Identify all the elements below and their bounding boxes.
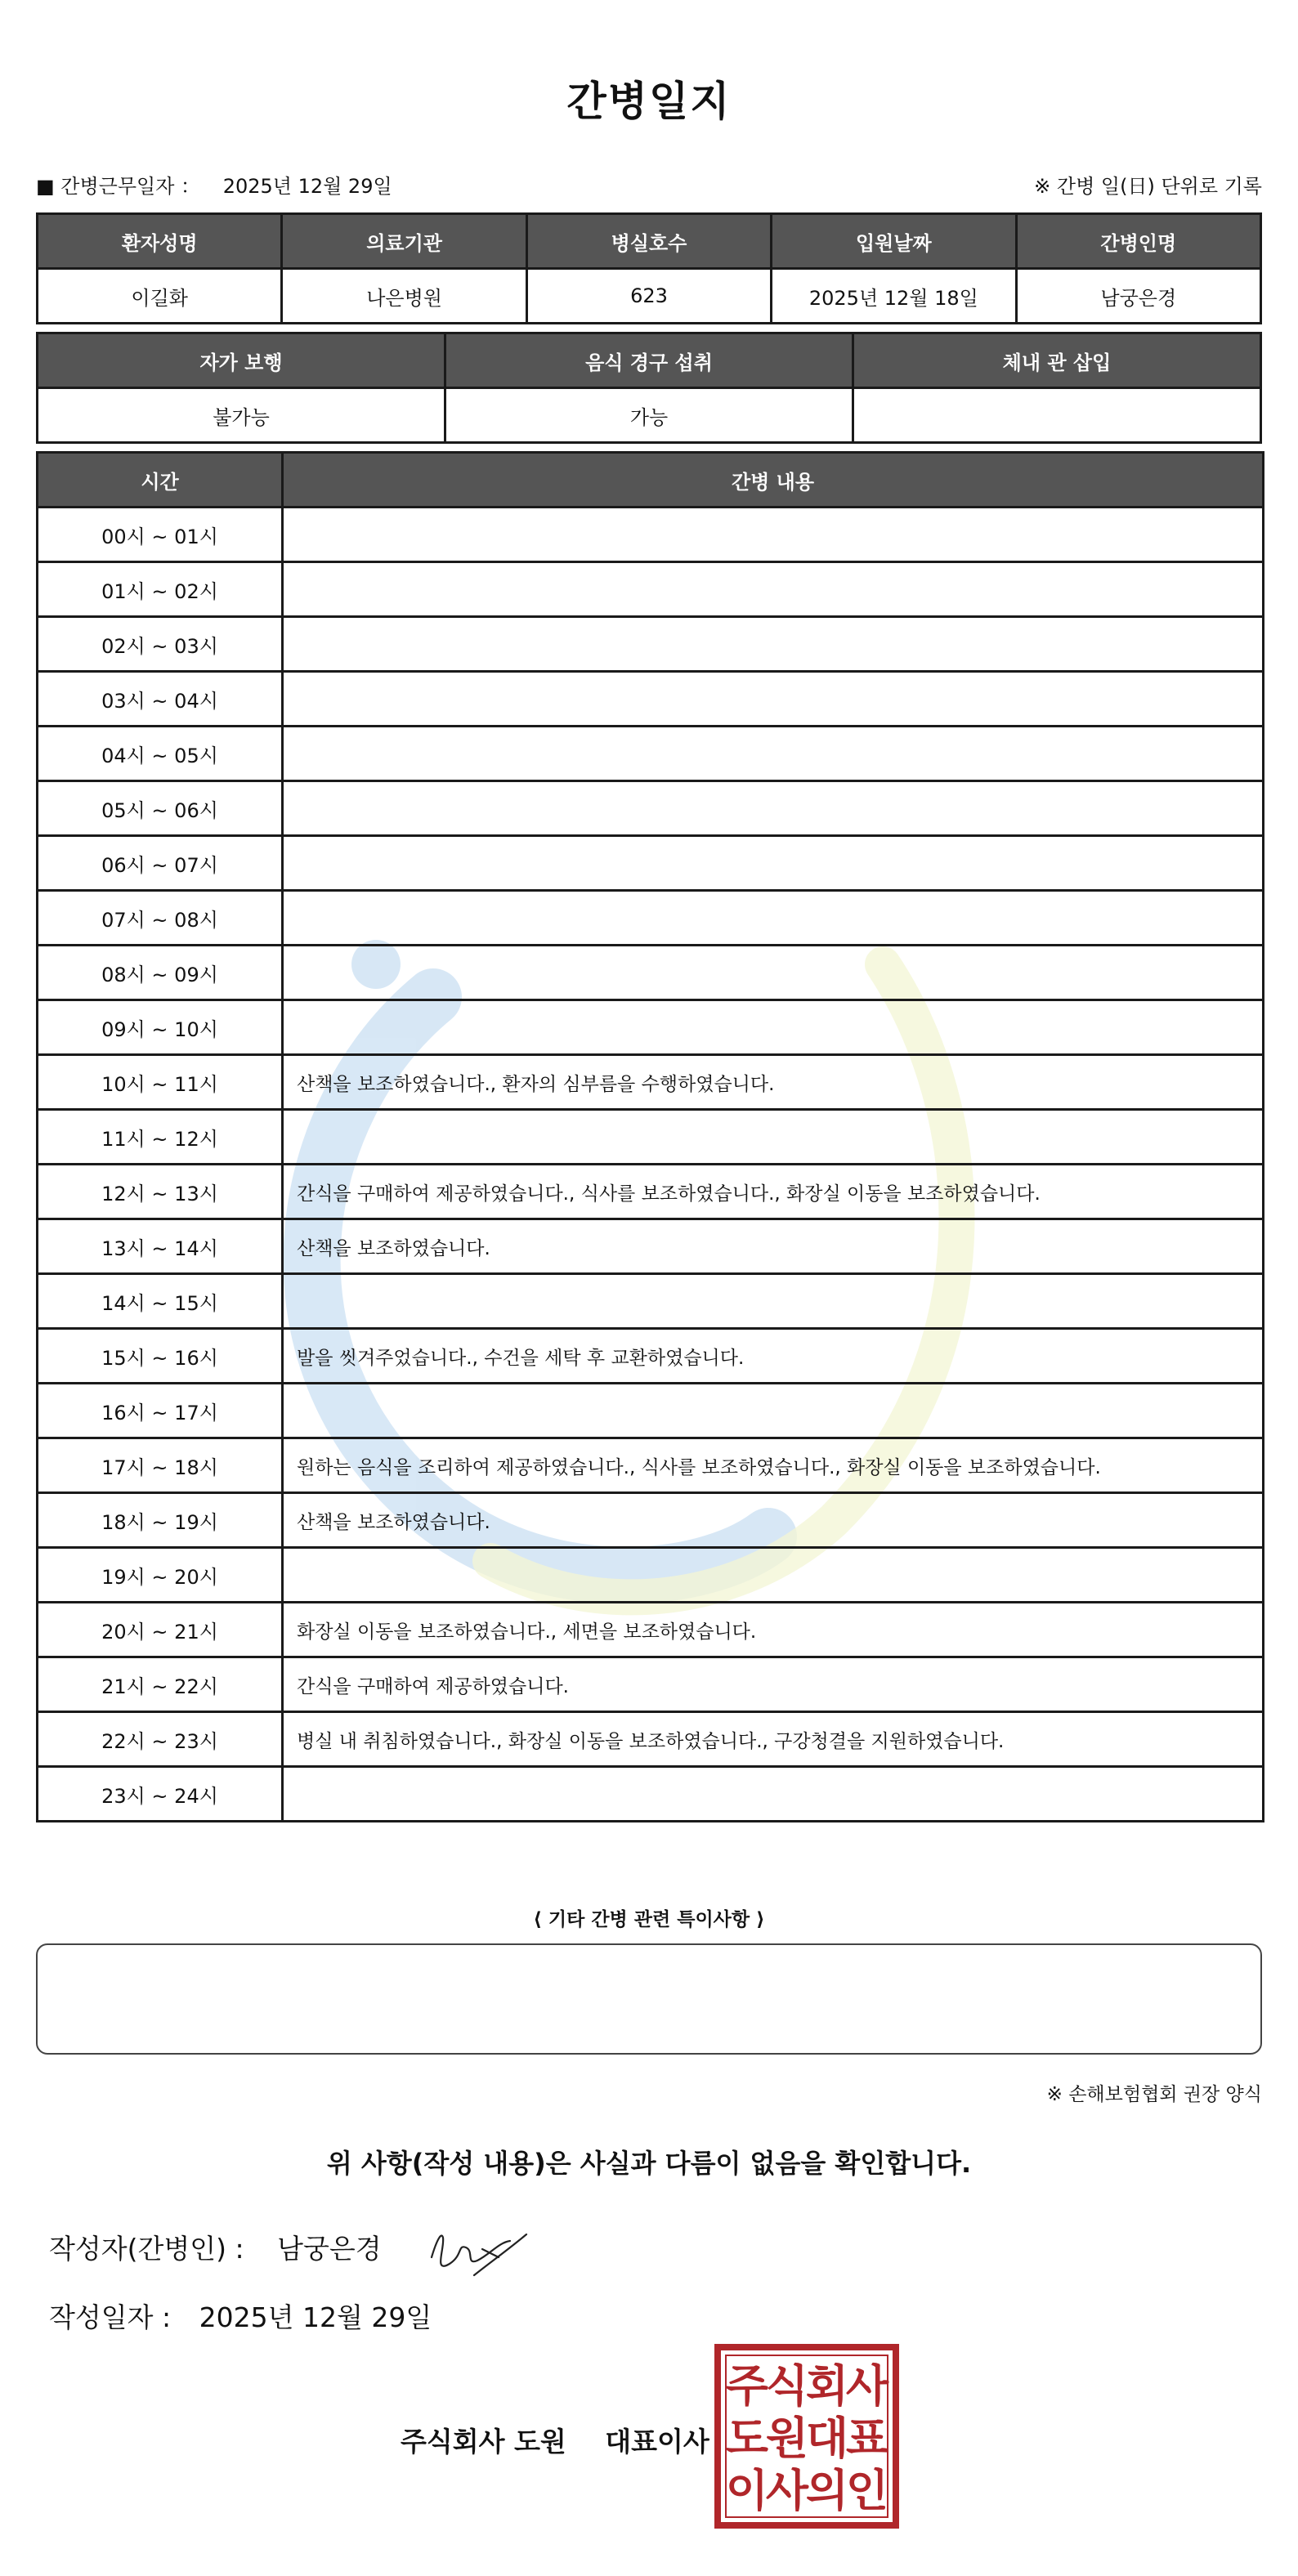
- patient-ability-table: [36, 332, 1262, 444]
- signature-icon: [425, 2216, 531, 2282]
- header-time: 시간: [38, 453, 283, 508]
- time-slot: 18시 ~ 19시: [38, 1493, 283, 1548]
- header-care-content: 간병 내용: [283, 453, 1264, 508]
- schedule-row: [38, 1712, 1264, 1767]
- schedule-row: [38, 1657, 1264, 1712]
- care-content: 발을 씻겨주었습니다., 수건을 세탁 후 교환하였습니다.: [283, 1329, 1264, 1384]
- seal-char: 이: [725, 2465, 769, 2516]
- time-slot: 03시 ~ 04시: [38, 672, 283, 727]
- header-patient-name: 환자성명: [38, 214, 282, 269]
- oral-intake-value: 가능: [445, 388, 853, 443]
- schedule-row: [38, 1548, 1264, 1603]
- work-date-label: ■ 간병근무일자 ：: [36, 175, 201, 198]
- care-content: 병실 내 취침하였습니다., 화장실 이동을 보조하였습니다., 구강청결을 지원하였습니다.: [283, 1712, 1264, 1767]
- care-content: [283, 1384, 1264, 1438]
- seal-char: 도: [725, 2413, 769, 2464]
- care-content: [283, 562, 1264, 617]
- care-content: 산책을 보조하였습니다.: [283, 1219, 1264, 1274]
- schedule-row: [38, 891, 1264, 946]
- notes-title: ⟨ 기타 간병 관련 특이사항 ⟩: [533, 1909, 765, 1930]
- seal-char: 대: [805, 2413, 849, 2464]
- room-number-value: 623: [526, 269, 771, 324]
- time-slot: 21시 ~ 22시: [38, 1657, 283, 1712]
- time-slot: 17시 ~ 18시: [38, 1438, 283, 1493]
- header-oral-intake: 음식 경구 섭취: [445, 333, 853, 388]
- time-slot: 10시 ~ 11시: [38, 1055, 283, 1110]
- schedule-row: [38, 727, 1264, 781]
- schedule-row: [38, 781, 1264, 836]
- schedule-row: [38, 508, 1264, 562]
- time-slot: 07시 ~ 08시: [38, 891, 283, 946]
- writer-name: 남궁은경: [277, 2233, 382, 2265]
- time-slot: 12시 ~ 13시: [38, 1165, 283, 1219]
- seal-char: 사: [765, 2465, 809, 2516]
- schedule-row: [38, 1767, 1264, 1822]
- notes-box: [36, 1943, 1262, 2055]
- schedule-row: [38, 1493, 1264, 1548]
- schedule-row: [38, 946, 1264, 1000]
- time-slot: 06시 ~ 07시: [38, 836, 283, 891]
- schedule-row: [38, 1219, 1264, 1274]
- seal-char: 인: [845, 2465, 889, 2516]
- time-slot: 11시 ~ 12시: [38, 1110, 283, 1165]
- schedule-row: [38, 1165, 1264, 1219]
- time-slot: 01시 ~ 02시: [38, 562, 283, 617]
- header-caregiver-name: 간병인명: [1016, 214, 1260, 269]
- schedule-row: [38, 1110, 1264, 1165]
- care-content: [283, 1274, 1264, 1329]
- care-content: [283, 508, 1264, 562]
- care-content: [283, 672, 1264, 727]
- page-title: 간병일지: [566, 78, 732, 125]
- company-role: 대표이사: [605, 2426, 709, 2457]
- patient-info-value-row: [38, 269, 1261, 324]
- time-slot: 14시 ~ 15시: [38, 1274, 283, 1329]
- seal-char: 원: [765, 2413, 809, 2464]
- self-walking-value: 불가능: [38, 388, 445, 443]
- written-date-line: [49, 2296, 432, 2335]
- schedule-row: [38, 836, 1264, 891]
- time-slot: 23시 ~ 24시: [38, 1767, 283, 1822]
- caregiver-name-value: 남궁은경: [1016, 269, 1260, 324]
- patient-info-header-row: [38, 214, 1261, 269]
- time-slot: 16시 ~ 17시: [38, 1384, 283, 1438]
- schedule-row: [38, 1055, 1264, 1110]
- seal-char: 회: [805, 2360, 849, 2412]
- schedule-row: [38, 1438, 1264, 1493]
- work-date-line: [36, 170, 392, 199]
- header-tube-insertion: 체내 관 삽입: [853, 333, 1261, 388]
- header-hospital: 의료기관: [282, 214, 526, 269]
- time-slot: 00시 ~ 01시: [38, 508, 283, 562]
- time-slot: 04시 ~ 05시: [38, 727, 283, 781]
- care-content: [283, 891, 1264, 946]
- company-name: 주식회사 도원: [401, 2426, 566, 2457]
- confirmation-statement: 위 사항(작성 내용)은 사실과 다름이 없음을 확인합니다.: [326, 2148, 972, 2179]
- time-slot: 02시 ~ 03시: [38, 617, 283, 672]
- care-content: [283, 1548, 1264, 1603]
- care-content: [283, 1110, 1264, 1165]
- schedule-row: [38, 672, 1264, 727]
- care-content: [283, 946, 1264, 1000]
- seal-char: 의: [805, 2465, 849, 2516]
- seal-char: 표: [845, 2413, 889, 2464]
- care-content: 산책을 보조하였습니다.: [283, 1493, 1264, 1548]
- time-slot: 20시 ~ 21시: [38, 1603, 283, 1657]
- care-content: [283, 1767, 1264, 1822]
- writer-label: 작성자(간병인) :: [49, 2233, 244, 2265]
- time-slot: 08시 ~ 09시: [38, 946, 283, 1000]
- header-admission-date: 입원날짜: [772, 214, 1016, 269]
- recommended-form-note: ※ 손해보험협회 권장 양식: [1046, 2084, 1262, 2105]
- seal-char: 사: [845, 2360, 889, 2412]
- ability-header-row: [38, 333, 1261, 388]
- schedule-row: [38, 1329, 1264, 1384]
- header-self-walking: 자가 보행: [38, 333, 445, 388]
- schedule-row: [38, 617, 1264, 672]
- care-content: 간식을 구매하여 제공하였습니다.: [283, 1657, 1264, 1712]
- hourly-care-table: [36, 451, 1264, 1822]
- schedule-row: [38, 1274, 1264, 1329]
- time-slot: 13시 ~ 14시: [38, 1219, 283, 1274]
- care-content: [283, 1000, 1264, 1055]
- care-content: [283, 727, 1264, 781]
- patient-name-value: 이길화: [38, 269, 282, 324]
- schedule-row: [38, 1000, 1264, 1055]
- care-content: [283, 781, 1264, 836]
- writer-line: [49, 2228, 382, 2266]
- care-content: 원하는 음식을 조리하여 제공하였습니다., 식사를 보조하였습니다., 화장실 이동을 보조하였습니다.: [283, 1438, 1264, 1493]
- seal-char: 주: [725, 2360, 769, 2412]
- seal-char: 식: [765, 2360, 809, 2412]
- patient-info-table: [36, 212, 1262, 324]
- schedule-row: [38, 1603, 1264, 1657]
- company-line: [401, 2421, 709, 2459]
- time-slot: 19시 ~ 20시: [38, 1548, 283, 1603]
- care-content: 화장실 이동을 보조하였습니다., 세면을 보조하였습니다.: [283, 1603, 1264, 1657]
- admission-date-value: 2025년 12월 18일: [772, 269, 1016, 324]
- care-content: [283, 617, 1264, 672]
- schedule-row: [38, 1384, 1264, 1438]
- written-date-label: 작성일자 :: [49, 2301, 172, 2333]
- care-content: [283, 836, 1264, 891]
- schedule-header-row: [38, 453, 1264, 508]
- work-date-value: 2025년 12월 29일: [222, 175, 392, 198]
- hospital-value: 나은병원: [282, 269, 526, 324]
- schedule-body: [38, 508, 1264, 1822]
- ability-value-row: [38, 388, 1261, 443]
- care-content: 산책을 보조하였습니다., 환자의 심부름을 수행하였습니다.: [283, 1055, 1264, 1110]
- time-slot: 22시 ~ 23시: [38, 1712, 283, 1767]
- time-slot: 15시 ~ 16시: [38, 1329, 283, 1384]
- time-slot: 05시 ~ 06시: [38, 781, 283, 836]
- header-room-number: 병실호수: [526, 214, 771, 269]
- unit-note: ※ 간병 일(日) 단위로 기록: [1034, 175, 1262, 198]
- company-seal-stamp: [713, 2342, 901, 2530]
- care-content: 간식을 구매하여 제공하였습니다., 식사를 보조하였습니다., 화장실 이동을 보조하였습니다.: [283, 1165, 1264, 1219]
- tube-insertion-value: [853, 388, 1261, 443]
- time-slot: 09시 ~ 10시: [38, 1000, 283, 1055]
- written-date-value: 2025년 12월 29일: [199, 2301, 432, 2333]
- schedule-row: [38, 562, 1264, 617]
